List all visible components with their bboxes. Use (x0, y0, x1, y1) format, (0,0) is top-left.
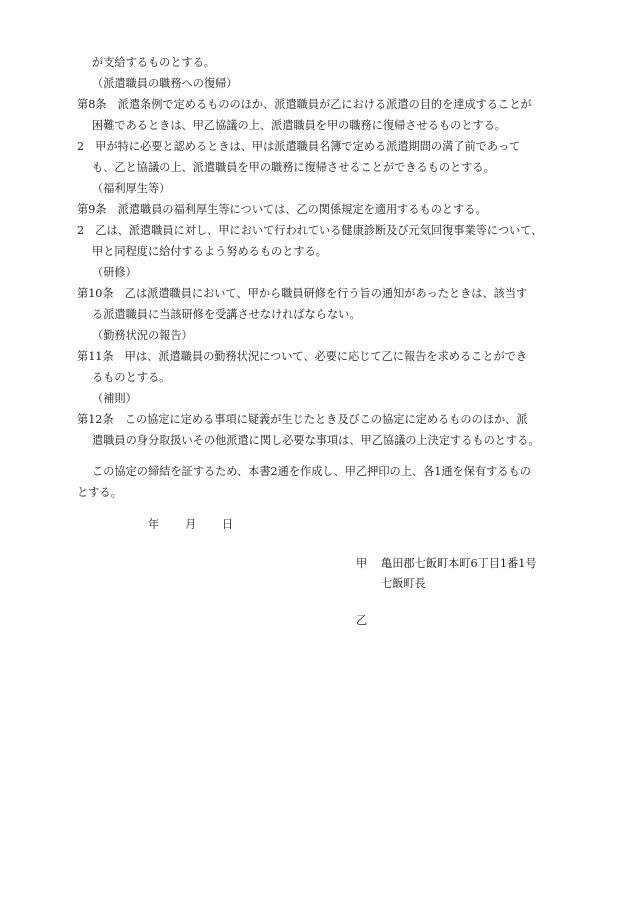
date-day: 日 (222, 518, 234, 531)
text-line: 甲と同程度に給付するよう努めるものとする。 (92, 245, 327, 258)
article-12: 第12条 この協定に定める事項に疑義が生じたとき及びこの協定に定めるもののほか、派 (77, 413, 528, 426)
text-line: る派遣職員に当該研修を受講させなければならない。 (92, 308, 361, 321)
section-heading: （補則） (92, 392, 137, 405)
article-8: 第8条 派遣条例で定めるもののほか、派遣職員が乙における派遣の目的を達成することが (77, 98, 532, 111)
closing-statement: この協定の締結を証するため、本書2通を作成し、甲乙押印の上、各1通を保有するもの (92, 465, 531, 478)
section-heading: （勤務状況の報告） (92, 329, 193, 342)
article-10: 第10条 乙は派遣職員において、甲から職員研修を行う旨の通知があったときは、該当す (77, 287, 528, 300)
date-year: 年 (148, 518, 160, 531)
text-line: るものとする。 (92, 371, 171, 384)
party-a-title: 七飯町長 (381, 577, 426, 590)
article-9: 第9条 派遣職員の福利厚生等については、乙の関係規定を適用するものとする。 (77, 203, 487, 216)
section-heading: （福利厚生等） (92, 182, 171, 195)
section-heading: （研修） (92, 266, 137, 279)
date-month: 月 (185, 518, 197, 531)
article-8-paragraph-2: 2 甲が特に必要と認めるときは、甲は派遣職員名簿で定める派遣期間の満了前であって (77, 140, 521, 153)
party-a-marker: 甲 (356, 557, 368, 570)
article-11: 第11条 甲は、派遣職員の勤務状況について、必要に応じて乙に報告を求めることができ (77, 350, 528, 363)
article-9-paragraph-2: 2 乙は、派遣職員に対し、甲において行われている健康診断及び元気回復事業等について、 (77, 224, 543, 237)
party-a-address: 亀田郡七飯町本町6丁目1番1号 (381, 557, 537, 570)
text-line: も、乙と協議の上、派遣職員を甲の職務に復帰させることができるものとする。 (92, 161, 495, 174)
text-line: 困難であるときは、甲乙協議の上、派遣職員を甲の職務に復帰させるものとする。 (92, 119, 506, 132)
party-b-marker: 乙 (356, 614, 368, 627)
text-line: が支給するものとする。 (92, 56, 216, 69)
text-line: 遣職員の身分取扱いその他派遣に関し必要な事項は、甲乙協議の上決定するものとする。 (92, 434, 540, 447)
text-line: とする。 (77, 486, 122, 499)
section-heading: （派遣職員の職務への復帰） (92, 77, 238, 90)
